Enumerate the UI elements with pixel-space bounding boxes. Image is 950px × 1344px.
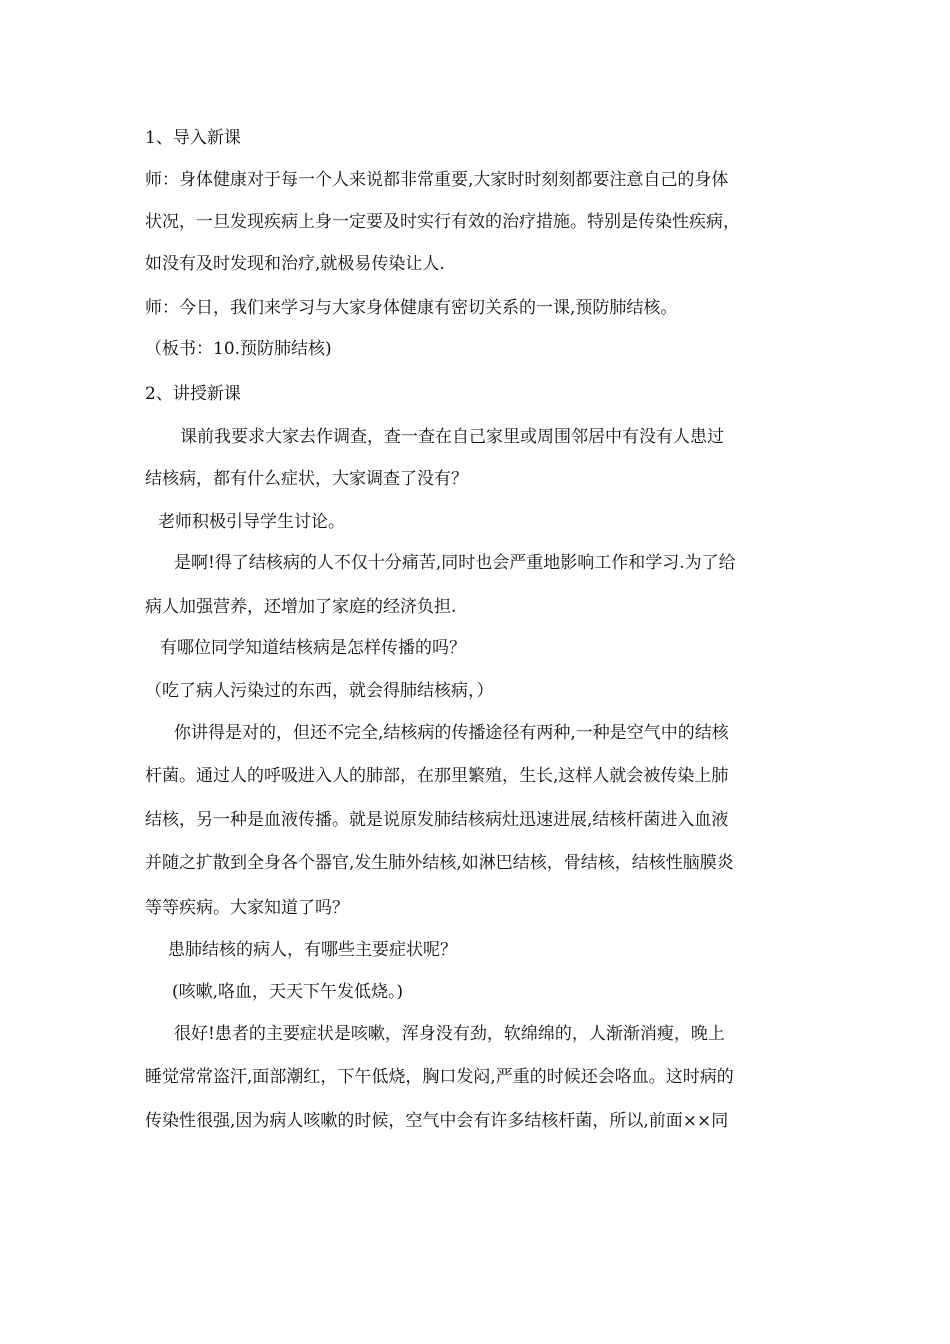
paragraph-line: 杆菌。通过人的呼吸进入人的肺部，在那里繁殖，生长,这样人就会被传染上肺 (145, 766, 729, 786)
heading-teach-new-lesson: 2、讲授新课 (145, 384, 241, 404)
paragraph-line: 师：今日，我们来学习与大家身体健康有密切关系的一课,预防肺结核。 (145, 298, 678, 318)
paragraph-line: （吃了病人污染过的东西，就会得肺结核病，） (145, 681, 494, 701)
paragraph-line: 课前我要求大家去作调查，查一查在自己家里或周围邻居中有没有人患过 (180, 427, 724, 447)
paragraph-line: 如没有及时发现和治疗,就极易传染让人. (145, 254, 445, 274)
paragraph-line: 你讲得是对的，但还不完全,结核病的传播途径有两种,一种是空气中的结核 (174, 723, 729, 743)
paragraph-line: 师：身体健康对于每一个人来说都非常重要,大家时时刻刻都要注意自己的身体 (145, 170, 729, 190)
paragraph-line: 状况，一旦发现疾病上身一定要及时实行有效的治疗措施。特别是传染性疾病， (145, 212, 740, 232)
paragraph-line: 有哪位同学知道结核病是怎样传播的吗？ (160, 638, 466, 658)
paragraph-line: 病人加强营养，还增加了家庭的经济负担. (145, 597, 457, 617)
paragraph-line: 结核病，都有什么症状，大家调查了没有？ (145, 469, 468, 489)
paragraph-line: 并随之扩散到全身各个器官,发生肺外结核,如淋巴结核，骨结核，结核性脑膜炎 (145, 853, 734, 873)
paragraph-line: 等等疾病。大家知道了吗？ (145, 898, 349, 918)
blackboard-note: （板书：10.预防肺结核) (145, 339, 332, 359)
paragraph-line: 睡觉常常盗汗,面部潮红，下午低烧，胸口发闷,严重的时候还会咯血。这时病的 (145, 1067, 734, 1087)
paragraph-line: (咳嗽,咯血，天天下午发低烧。) (172, 982, 404, 1002)
paragraph-line: 传染性很强,因为病人咳嗽的时候，空气中会有许多结核杆菌，所以,前面××同 (145, 1111, 729, 1131)
heading-intro-new-lesson: 1、导入新课 (145, 128, 241, 148)
paragraph-line: 老师积极引导学生讨论。 (158, 512, 345, 532)
paragraph-line: 患肺结核的病人，有哪些主要症状呢？ (168, 940, 457, 960)
paragraph-line: 结核，另一种是血液传播。就是说原发肺结核病灶迅速进展,结核杆菌进入血液 (145, 810, 729, 830)
paragraph-line: 是啊!得了结核病的人不仅十分痛苦,同时也会严重地影响工作和学习.为了给 (174, 553, 736, 573)
paragraph-line: 很好!患者的主要症状是咳嗽，浑身没有劲，软绵绵的，人渐渐消瘦，晚上 (174, 1024, 725, 1044)
